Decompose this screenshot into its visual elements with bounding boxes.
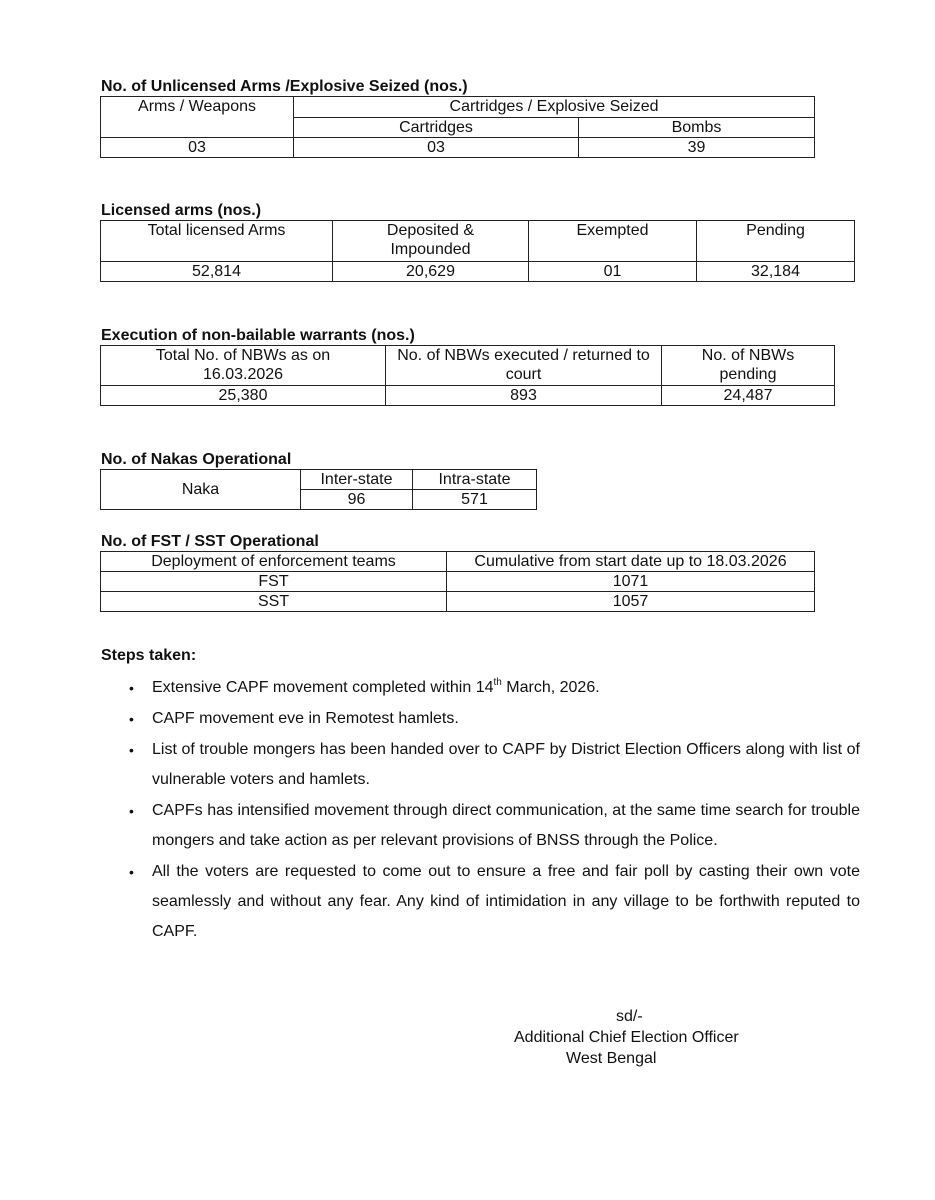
bullet-icon: • bbox=[129, 864, 134, 880]
steps-heading: Steps taken: bbox=[101, 647, 197, 664]
col-deposited-impounded: Deposited & Impounded bbox=[333, 221, 529, 262]
col-nbws-pending: No. of NBWs pending bbox=[662, 346, 835, 386]
nbw-table bbox=[100, 345, 835, 406]
col-cartridges-explosive: Cartridges / Explosive Seized bbox=[294, 97, 815, 118]
col-inter-state: Inter-state bbox=[301, 470, 413, 490]
bullet-icon: • bbox=[129, 742, 134, 758]
licensed-arms-heading: Licensed arms (nos.) bbox=[101, 202, 262, 219]
value-total-nbws: 25,380 bbox=[101, 386, 386, 406]
list-item: • CAPFs has intensified movement through direct communication, at the same time search for trouble mongers and take action as per relevant provisions of BNSS through the Police. bbox=[100, 796, 860, 856]
col-intra-state: Intra-state bbox=[413, 470, 537, 490]
nbw-heading: Execution of non-bailable warrants (nos.) bbox=[101, 327, 415, 344]
col-nbws-executed: No. of NBWs executed / returned to court bbox=[386, 346, 662, 386]
bullet-icon: • bbox=[129, 680, 134, 696]
value-total-licensed-arms: 52,814 bbox=[101, 262, 333, 282]
value-deposited-impounded: 20,629 bbox=[333, 262, 529, 282]
sst-label: SST bbox=[101, 592, 447, 612]
col-total-nbws: Total No. of NBWs as on 16.03.2026 bbox=[101, 346, 386, 386]
value-cartridges: 03 bbox=[294, 138, 579, 158]
value-nbws-executed: 893 bbox=[386, 386, 662, 406]
list-item: • Extensive CAPF movement completed within 14th March, 2026. bbox=[100, 673, 860, 703]
list-item: • List of trouble mongers has been handed over to CAPF by District Election Officers along with list of vulnerable voters and hamlets. bbox=[100, 735, 860, 795]
steps-list bbox=[100, 673, 860, 948]
value-inter-state: 96 bbox=[301, 490, 413, 510]
value-pending: 32,184 bbox=[697, 262, 855, 282]
col-cartridges: Cartridges bbox=[294, 118, 579, 138]
value-bombs: 39 bbox=[579, 138, 815, 158]
value-exempted: 01 bbox=[529, 262, 697, 282]
col-exempted: Exempted bbox=[529, 221, 697, 262]
col-deployment: Deployment of enforcement teams bbox=[101, 552, 447, 572]
value-arms: 03 bbox=[101, 138, 294, 158]
signature-sd: sd/- bbox=[616, 1008, 643, 1025]
col-pending: Pending bbox=[697, 221, 855, 262]
col-cumulative: Cumulative from start date up to 18.03.2026 bbox=[447, 552, 815, 572]
signature-state: West Bengal bbox=[566, 1050, 657, 1067]
naka-row-label: Naka bbox=[101, 470, 301, 510]
fst-sst-heading: No. of FST / SST Operational bbox=[101, 533, 319, 550]
fst-value: 1071 bbox=[447, 572, 815, 592]
nakas-heading: No. of Nakas Operational bbox=[101, 451, 292, 468]
arms-seized-table bbox=[100, 96, 815, 158]
col-arms-weapons: Arms / Weapons bbox=[101, 97, 294, 138]
list-item: • CAPF movement eve in Remotest hamlets. bbox=[100, 704, 860, 734]
fst-label: FST bbox=[101, 572, 447, 592]
col-bombs: Bombs bbox=[579, 118, 815, 138]
arms-seized-heading: No. of Unlicensed Arms /Explosive Seized (nos.) bbox=[101, 78, 468, 95]
col-total-licensed-arms: Total licensed Arms bbox=[101, 221, 333, 262]
signature-title: Additional Chief Election Officer bbox=[514, 1029, 739, 1046]
sst-value: 1057 bbox=[447, 592, 815, 612]
bullet-icon: • bbox=[129, 803, 134, 819]
value-nbws-pending: 24,487 bbox=[662, 386, 835, 406]
value-intra-state: 571 bbox=[413, 490, 537, 510]
bullet-icon: • bbox=[129, 711, 134, 727]
fst-sst-table bbox=[100, 551, 815, 612]
list-item: • All the voters are requested to come out to ensure a free and fair poll by casting their own vote seamlessly and without any fear. Any kind of intimidation in any village to be forthwith reputed to CAPF. bbox=[100, 857, 860, 947]
nakas-table bbox=[100, 469, 537, 510]
licensed-arms-table bbox=[100, 220, 855, 282]
